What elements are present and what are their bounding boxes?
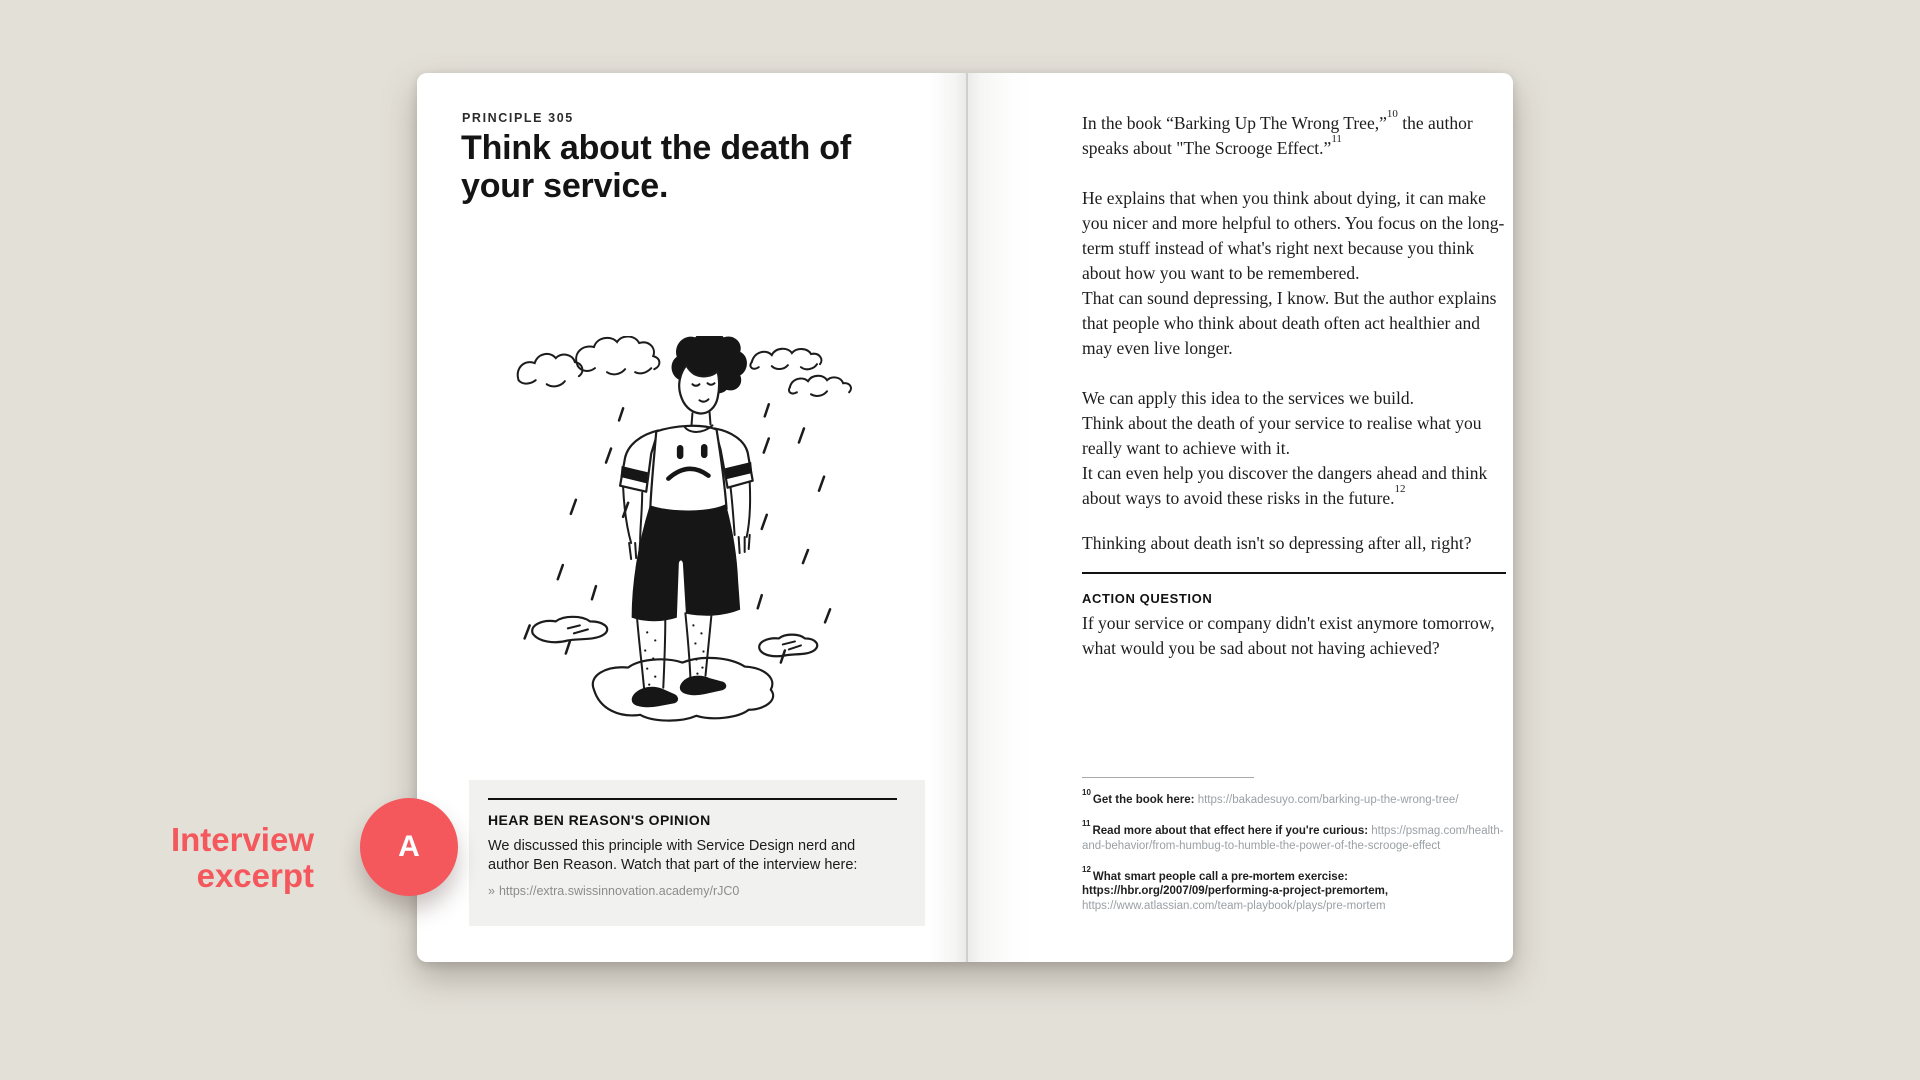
footnote-link[interactable]: https://www.atlassian.com/team-playbook/plays/pre-mortem <box>1082 900 1386 913</box>
footnote-divider <box>1082 777 1254 778</box>
person-figure <box>620 336 753 707</box>
paragraph: We can apply this idea to the services we build. <box>1082 388 1414 408</box>
paragraph: Think about the death of your service to realise what you really want to achieve with it. <box>1082 413 1482 458</box>
double-chevron-icon: » <box>488 884 494 898</box>
paragraph: It can even help you discover the dangers ahead and think about ways to avoid these risks in the future.$^{12}$ <box>1082 463 1488 508</box>
annotation-label <box>110 822 314 894</box>
paragraph-intro: In the book “Barking Up The Wrong Tree,”$^{10}$ the author speaks about "The Scrooge Effect.”$^{11}$ <box>1082 108 1473 158</box>
body-text <box>1082 108 1506 661</box>
opinion-box <box>469 780 925 926</box>
footnote-link[interactable]: https://psmag.com/health-and-behavior/from-humbug-to-humble-the-power-of-the-scrooge-effect <box>1082 824 1504 852</box>
puddle-icon <box>532 617 817 721</box>
right-page <box>968 73 1513 962</box>
action-divider <box>1082 572 1506 574</box>
footnotes <box>1082 777 1506 925</box>
footnote-link[interactable]: https://hbr.org/2007/09/performing-a-project-premortem, <box>1082 885 1389 898</box>
footnote-link[interactable]: https://bakadesuyo.com/barking-up-the-wrong-tree/ <box>1197 793 1459 806</box>
footnote-ref-12[interactable]: 12 <box>1394 483 1406 496</box>
annotation-badge-a[interactable] <box>360 798 458 896</box>
interview-link-url[interactable]: https://extra.swissinnovation.academy/rJC0 <box>498 884 740 898</box>
book-spread <box>417 73 1513 962</box>
page-title-line2: your service. <box>461 167 669 205</box>
footnote-12: $^{12}$What smart people call a pre-mortem exercise: https://hbr.org/2007/09/performing-a-project-premortem, https://www.atlassian.com/team-playbook/plays/pre-mortem <box>1082 864 1389 913</box>
opinion-box-rule <box>488 798 897 800</box>
action-question-text: If your service or company didn't exist anymore tomorrow, what would you be sad about not having achieved? <box>1082 613 1495 658</box>
annotation-label-line1: Interview <box>170 821 314 858</box>
opinion-box-heading: HEAR BEN REASON'S OPINION <box>488 812 711 828</box>
highlighted-letter: s <box>1331 870 1338 883</box>
page-title <box>461 129 901 205</box>
principle-number: PRINCIPLE 305 <box>462 111 574 125</box>
annotation-badge-letter: A <box>398 830 420 863</box>
action-question-label: ACTION QUESTION <box>1082 591 1213 606</box>
opinion-box-body: We discussed this principle with Service Design nerd and author Ben Reason. Watch that part of the interview here: <box>488 838 858 873</box>
page-title-line1: Think about the death of <box>461 129 851 167</box>
annotation-label-line2: excerpt <box>196 857 314 894</box>
interview-link[interactable] <box>488 884 897 898</box>
left-page <box>417 73 967 962</box>
footnote-ref-11[interactable]: 11 <box>1331 133 1342 146</box>
footnote-ref-10[interactable]: 10 <box>1386 108 1398 121</box>
paragraph: He explains that when you think about dying, it can make you nicer and more helpful to others. You focus on the long-term stuff instead of what's right next because you think about how you want to be remembered. <box>1082 188 1505 283</box>
paragraph: Thinking about death isn't so depressing after all, right? <box>1082 533 1472 553</box>
footnote-10: $^{10}$Get the book here: https://bakadesuyo.com/barking-up-the-wrong-tree/ <box>1082 788 1459 806</box>
paragraph: That can sound depressing, I know. But the author explains that people who think about death often act healthier and may even live longer. <box>1082 288 1497 358</box>
footnote-11: $^{11}$Read more about that effect here if you're curious: https://psmag.com/health-and-behavior/from-humbug-to-humble-the-power-of-the-scrooge-effect <box>1082 818 1504 852</box>
sad-person-rain-illustration <box>515 336 903 760</box>
